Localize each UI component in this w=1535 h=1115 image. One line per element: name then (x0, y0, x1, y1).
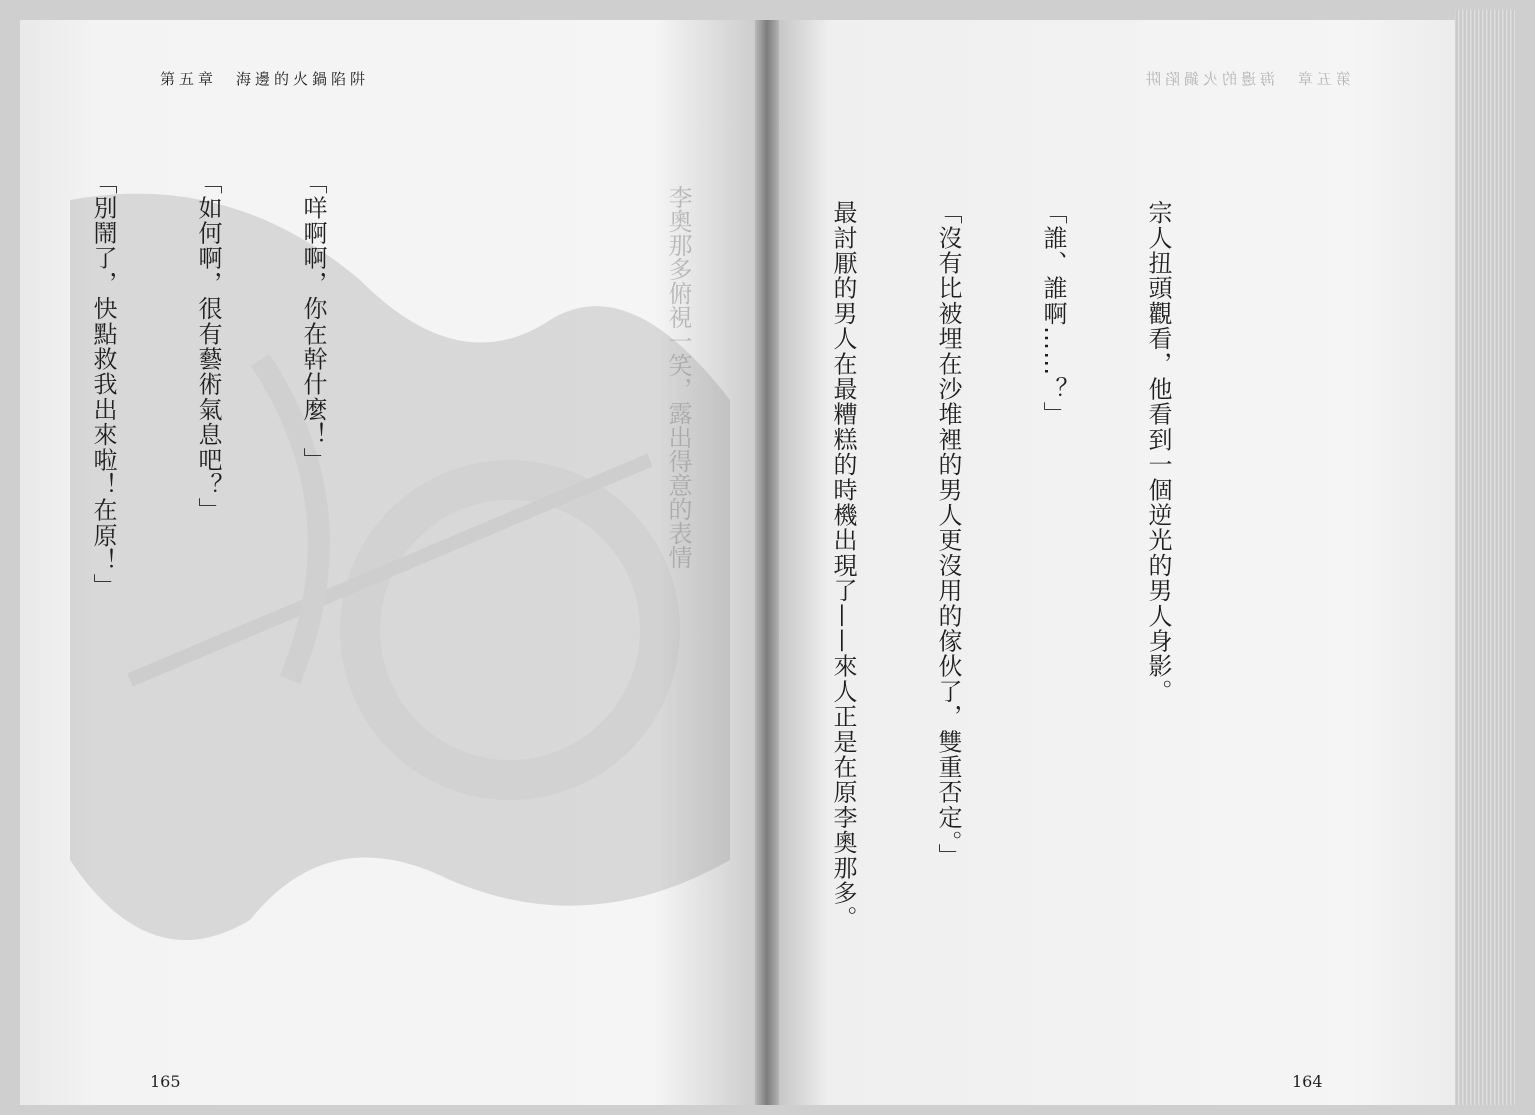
page-number: 165 (150, 1072, 181, 1091)
right-body-text (767, 200, 1245, 1080)
mirrored-header-bleed: 第五章 海邊的火鍋陷阱 (1142, 70, 1352, 88)
page-number: 164 (1292, 1072, 1323, 1091)
text-line: 「如何啊，很有藝術氣息吧？」 (194, 170, 222, 523)
text-line: 「別鬧了，快點救我出來啦！在原！」 (89, 170, 117, 599)
text-line: 「咩啊啊，你在幹什麼！」 (299, 170, 327, 473)
chapter-header: 第五章 海邊的火鍋陷阱 (160, 70, 370, 88)
left-page (20, 20, 767, 1105)
right-page (767, 20, 1455, 1105)
text-line: 最討厭的男人在最糟糕的時機出現了——來人正是在原李奧那多。 (829, 200, 857, 931)
text-line: 「沒有比被埋在沙堆裡的男人更沒用的傢伙了，雙重否定。」 (934, 200, 962, 869)
book-gutter (755, 20, 779, 1105)
ghost-text-line: 李奧那多俯視一笑，露出得意的表情 (664, 185, 692, 569)
page-edges (1455, 10, 1515, 1105)
text-line: 「誰、誰啊……？」 (1039, 200, 1067, 427)
text-line: 宗人扭頭觀看，他看到一個逆光的男人身影。 (1144, 200, 1172, 704)
left-body-text (20, 170, 400, 1050)
